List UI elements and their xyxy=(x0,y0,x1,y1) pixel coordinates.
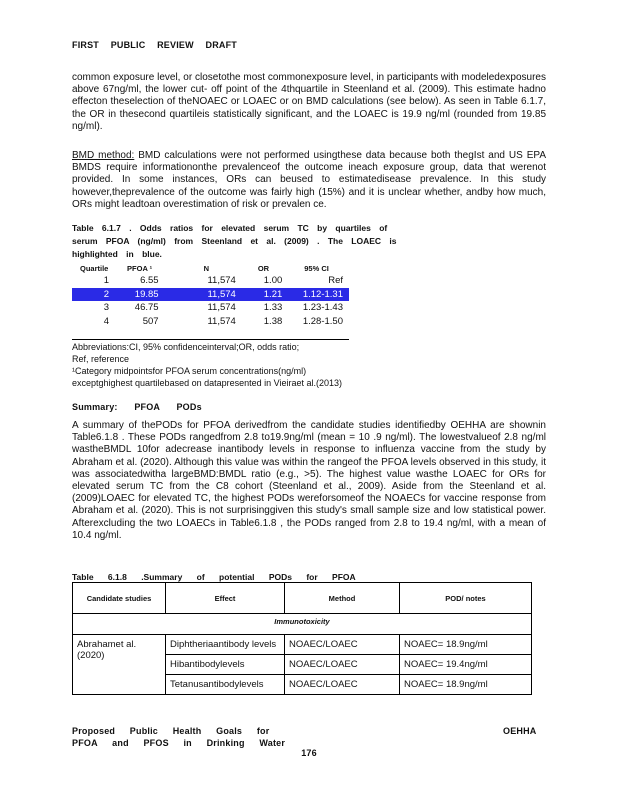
col-pfoa: PFOA ¹ xyxy=(127,263,153,273)
cell-pod: NOAEC= 19.4ng/ml xyxy=(400,655,532,675)
header-effect: Effect xyxy=(166,583,285,614)
cell: 2 xyxy=(72,288,109,302)
summary-heading: Summary: PFOA PODs xyxy=(72,402,202,412)
cell: 507 xyxy=(142,315,159,327)
cell: 11,574 xyxy=(207,302,236,314)
paragraph-exposure: common exposure level, or closetothe most commonexposure level, in participants with modeledexposures above 67ng/ml, the lower cut- off point of the 4thquartile in Steenland et al. (2009). This estimate hadno effecton theselection of theNOAEC or LOAEC or on BMD calculations (see below). As seen in Table 6.1.7, the OR in thesecond quartileis statistically significant, and the LOAEC is 19.9 ng/ml (rounded from 19.85 ng/ml). xyxy=(72,72,546,132)
footnote-source: exceptghighest quartilebased on datapresented in Vieiraet al.(2013) xyxy=(72,378,343,388)
col-or: OR xyxy=(257,263,270,273)
page-number: 176 xyxy=(301,748,317,758)
table-row xyxy=(72,315,349,329)
cell: 1.28-1.50 xyxy=(302,315,343,327)
section-row xyxy=(73,614,532,635)
table1-bottom-rule xyxy=(72,339,349,340)
draft-header: FIRST PUBLIC REVIEW DRAFT xyxy=(72,40,237,50)
footnote-midpoints: ¹Category midpointsfor PFOA serum concentrations(ng/ml) xyxy=(72,366,307,376)
cell-effect: Diphtheriaantibody levels xyxy=(166,635,285,655)
table-row xyxy=(72,301,349,315)
study-name: Abrahamet al. (2020) xyxy=(73,635,166,695)
footer-title-line2: PFOA and PFOS in Drinking Water xyxy=(72,738,286,748)
cell: 1.12-1.31 xyxy=(282,288,349,302)
cell: 4 xyxy=(103,315,110,327)
cell-method: NOAEC/LOAEC xyxy=(285,675,400,695)
footer-title-line1: Proposed Public Health Goals for xyxy=(72,726,270,736)
cell: 11,574 xyxy=(207,315,236,327)
paragraph-bmd-method xyxy=(72,150,546,211)
footnote-abbrev: Abbreviations:CI, 95% confidenceinterval;OR, odds ratio; xyxy=(72,342,300,352)
cell-pod: NOAEC= 18.9ng/ml xyxy=(400,635,532,655)
paragraph-summary: A summary of thePODs for PFOA derivedfrom the candidate studies identifiedby OEHHA are shownin Table6.1.8 . These PODs rangedfrom 2.8 to19.9ng/ml (mean = 10 .9 ng/ml). The lowestvalueof 2.8 ng/ml wastheBMDL 10for adecrease inantibody levels in response to influenza vaccine from the study by Abraham et al. (2020). Although this value was within the rangeof the PFOA levels observed in this study, it was associatedwitha largeBMD:BMDL ratio (e.g., >5). The highest value wasthe LOAEC for ORs for elevated serum TC from the C8 cohort (Steenland et al., 2009). Aside from the Steenland et al. (2009)LOAEC for elevated TC, the highest PODs wereforsomeof the NOAECs for vaccine response from Abraham et al. (2020). This is not surprisinggiven this study's small sample size and low statistical power. Afterexcluding the two LOAECs in Table6.1.8 , the PODs ranged from 2.8 to 19.4 ng/ml, with a mean of 10.4 ng/ml. xyxy=(72,420,546,541)
cell: 1.21 xyxy=(236,288,282,302)
cell: 1 xyxy=(103,275,110,287)
section-immunotoxicity: Immunotoxicity xyxy=(73,614,532,635)
cell: 19.85 xyxy=(109,288,159,302)
bmd-method-text: BMD calculations were not performed usingthese data because both thegIst and US EPA BMDS require informationonthe prevalenceof the outcome ineach exposure group, data that werenot provided. In some instances, ORs can beused to estimatedisease prevalence. In this study however,theprevalence of the outcome was fairly high (15%) and it is unclear whether, andby how much, ORs might leadtoan overestimation of risk or prevalen ce. xyxy=(72,150,546,210)
table-row xyxy=(73,635,532,655)
table-header-row xyxy=(72,262,349,274)
cell: 1.23-1.43 xyxy=(302,302,343,314)
table-row xyxy=(72,274,349,288)
col-n: N xyxy=(203,263,209,273)
header-candidate-studies: Candidate studies xyxy=(73,583,166,614)
cell-method: NOAEC/LOAEC xyxy=(285,635,400,655)
cell: 11,574 xyxy=(159,288,236,302)
cell: 6.55 xyxy=(140,275,159,287)
odds-ratio-table xyxy=(72,262,349,328)
footnote-ref: Ref, reference xyxy=(72,354,130,364)
table-header-row xyxy=(73,583,532,614)
col-quartile: Quartile xyxy=(80,263,109,273)
table2-caption: Table 6.1.8 .Summary of potential PODs for PFOA xyxy=(72,572,356,582)
cell-effect: Tetanusantibodylevels xyxy=(166,675,285,695)
footer-agency: OEHHA xyxy=(503,726,537,736)
cell: 1.38 xyxy=(263,315,283,327)
col-ci: 95% CI xyxy=(304,263,329,273)
bmd-method-label: BMD method: xyxy=(72,150,135,161)
cell-method: NOAEC/LOAEC xyxy=(285,655,400,675)
cell: 46.75 xyxy=(134,302,159,314)
table1-caption: Table 6.1.7 . Odds ratios for elevated serum TC by quartiles of serum PFOA (ng/ml) from Steenland et al. (2009) . The LOAEC is highlighted in blue. xyxy=(72,223,397,259)
header-method: Method xyxy=(285,583,400,614)
cell: 11,574 xyxy=(207,275,236,287)
cell-pod: NOAEC= 18.9ng/ml xyxy=(400,675,532,695)
cell: 3 xyxy=(103,302,110,314)
pod-summary-table xyxy=(72,582,532,695)
cell: 1.00 xyxy=(263,275,283,287)
header-pod-notes: POD/ notes xyxy=(400,583,532,614)
table-row-highlighted xyxy=(72,288,349,302)
cell-effect: Hibantibodylevels xyxy=(166,655,285,675)
cell: Ref xyxy=(328,275,343,287)
cell: 1.33 xyxy=(263,302,283,314)
